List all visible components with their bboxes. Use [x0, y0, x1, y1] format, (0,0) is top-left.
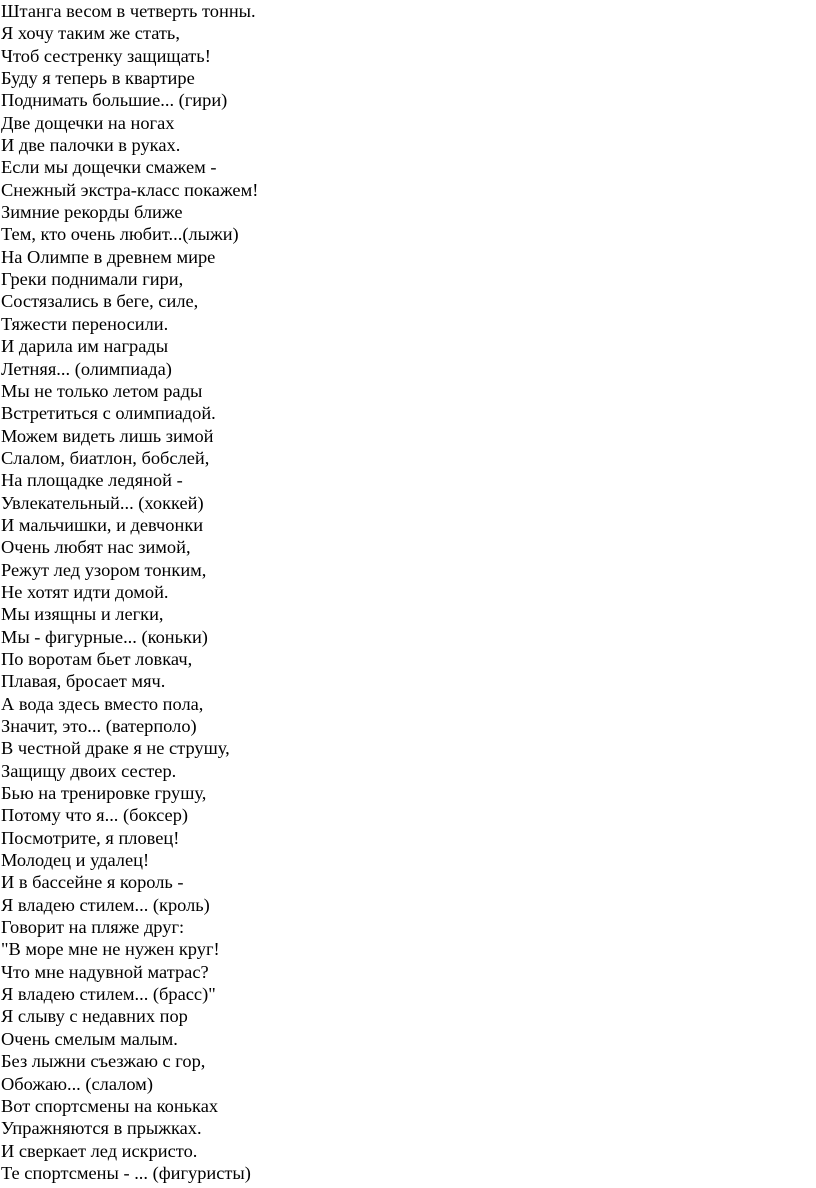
poem-line: Защищу двоих сестер. — [1, 760, 177, 781]
poem-line: Мы - фигурные... (коньки) — [1, 626, 208, 647]
poem-line: Плавая, бросает мяч. — [1, 671, 166, 692]
poem-line: Я слыву с недавних пор — [1, 1006, 188, 1027]
poem-line: На Олимпе в древнем мире — [1, 246, 216, 267]
poem-line: Мы изящны и легки, — [1, 604, 164, 625]
poem-line: Молодец и удалец! — [1, 850, 150, 871]
poem-line: И две палочки в руках. — [1, 135, 181, 156]
poem-line: Встретиться с олимпиадой. — [1, 403, 216, 424]
poem-line: Слалом, биатлон, бобслей, — [1, 447, 210, 468]
poem-line: Состязались в беге, силе, — [1, 291, 199, 312]
poem-line: В честной драке я не струшу, — [1, 738, 230, 759]
poem-line: Если мы дощечки смажем - — [1, 157, 217, 178]
poem-line: Я хочу таким же стать, — [1, 23, 180, 44]
poem-line: И в бассейне я король - — [1, 872, 184, 893]
poem-line: Увлекательный... (хоккей) — [1, 492, 204, 513]
poem-line: Очень любят нас зимой, — [1, 537, 191, 558]
poem-line: Очень смелым малым. — [1, 1028, 178, 1049]
poem-line: Потому что я... (боксер) — [1, 805, 189, 826]
poem-line: Две дощечки на ногах — [1, 112, 175, 133]
poem-line: Без лыжни съезжаю с гор, — [1, 1051, 206, 1072]
poem-line: По воротам бьет ловкач, — [1, 648, 193, 669]
poem-line: Не хотят идти домой. — [1, 581, 169, 602]
poem-line: Можем видеть лишь зимой — [1, 425, 214, 446]
poem-line: Что мне надувной матрас? — [1, 961, 209, 982]
poem-line: Тем, кто очень любит...(лыжи) — [1, 224, 239, 245]
poem-line: Греки поднимали гири, — [1, 269, 184, 290]
poem-line: Мы не только летом рады — [1, 380, 203, 401]
poem-line: А вода здесь вместо пола, — [1, 693, 204, 714]
poem-line: Я владею стилем... (брасс)" — [1, 984, 216, 1005]
poem-line: Обожаю... (слалом) — [1, 1073, 153, 1094]
poem-line: Штанга весом в четверть тонны. — [1, 1, 256, 21]
poem-line: Тяжести переносили. — [1, 313, 169, 334]
poem-line: "В море мне не нужен круг! — [1, 939, 220, 960]
poem-line: Бью на тренировке грушу, — [1, 783, 207, 804]
poem-line: Буду я теперь в квартире — [1, 68, 195, 89]
poem-line: Поднимать большие... (гири) — [1, 90, 228, 111]
poem-line: Режут лед узором тонким, — [1, 559, 207, 580]
poem-line: На площадке ледяной - — [1, 470, 183, 491]
poem-line: Вот спортсмены на коньках — [1, 1095, 219, 1116]
poem-line: Посмотрите, я пловец! — [1, 827, 180, 848]
poem-line: Говорит на пляже друг: — [1, 917, 185, 938]
poem-line: Зимние рекорды ближе — [1, 202, 183, 223]
poem-line: Снежный экстра-класс покажем! — [1, 179, 259, 200]
poem-text — [1, 0, 258, 1184]
poem-line: И дарила им награды — [1, 336, 169, 357]
poem-line: Те спортсмены - ... (фигуристы) — [1, 1162, 251, 1183]
poem-line: Значит, это... (ватерполо) — [1, 716, 197, 736]
poem-line: И сверкает лед искристо. — [1, 1140, 198, 1161]
poem-line: И мальчишки, и девчонки — [1, 514, 204, 535]
poem-line: Чтоб сестренку защищать! — [1, 45, 211, 66]
poem-line: Летняя... (олимпиада) — [1, 358, 172, 379]
poem-line: Я владею стилем... (кроль) — [1, 894, 210, 915]
poem-line: Упражняются в прыжках. — [1, 1118, 202, 1139]
